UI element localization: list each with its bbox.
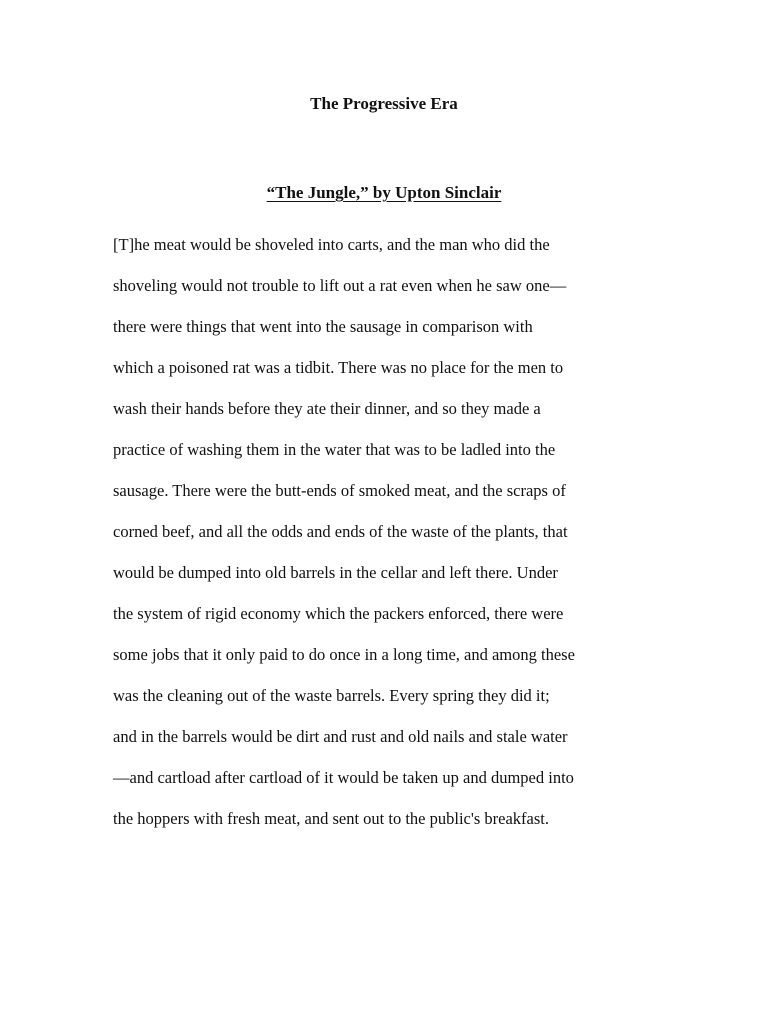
paragraph-line: practice of washing them in the water that was to be ladled into the bbox=[113, 440, 556, 459]
paragraph-line: [T]he meat would be shoveled into carts, and the man who did the bbox=[113, 235, 550, 254]
paragraph-line: sausage. There were the butt-ends of smoked meat, and the scraps of bbox=[113, 481, 566, 500]
paragraph-line: shoveling would not trouble to lift out a rat even when he saw one— bbox=[113, 276, 567, 295]
paragraph-line: would be dumped into old barrels in the cellar and left there. Under bbox=[113, 563, 558, 582]
paragraph-line: the system of rigid economy which the packers enforced, there were bbox=[113, 604, 564, 623]
paragraph-line: some jobs that it only paid to do once in a long time, and among these bbox=[113, 645, 575, 664]
paragraph-line: which a poisoned rat was a tidbit. There was no place for the men to bbox=[113, 358, 564, 377]
body-paragraph bbox=[113, 224, 673, 839]
paragraph-line: the hoppers with fresh meat, and sent out to the public's breakfast. bbox=[113, 809, 549, 828]
paragraph-line: was the cleaning out of the waste barrels. Every spring they did it; bbox=[113, 686, 550, 705]
paragraph-line: corned beef, and all the odds and ends of the waste of the plants, that bbox=[113, 522, 568, 541]
paragraph-line: and in the barrels would be dirt and rust and old nails and stale water bbox=[113, 727, 568, 746]
document-title: The Progressive Era bbox=[310, 94, 458, 113]
paragraph-line: wash their hands before they ate their dinner, and so they made a bbox=[113, 399, 541, 418]
paragraph-line: there were things that went into the sausage in comparison with bbox=[113, 317, 533, 336]
paragraph-line: —and cartload after cartload of it would be taken up and dumped into bbox=[113, 768, 574, 787]
document-subtitle: “The Jungle,” by Upton Sinclair bbox=[266, 183, 502, 202]
